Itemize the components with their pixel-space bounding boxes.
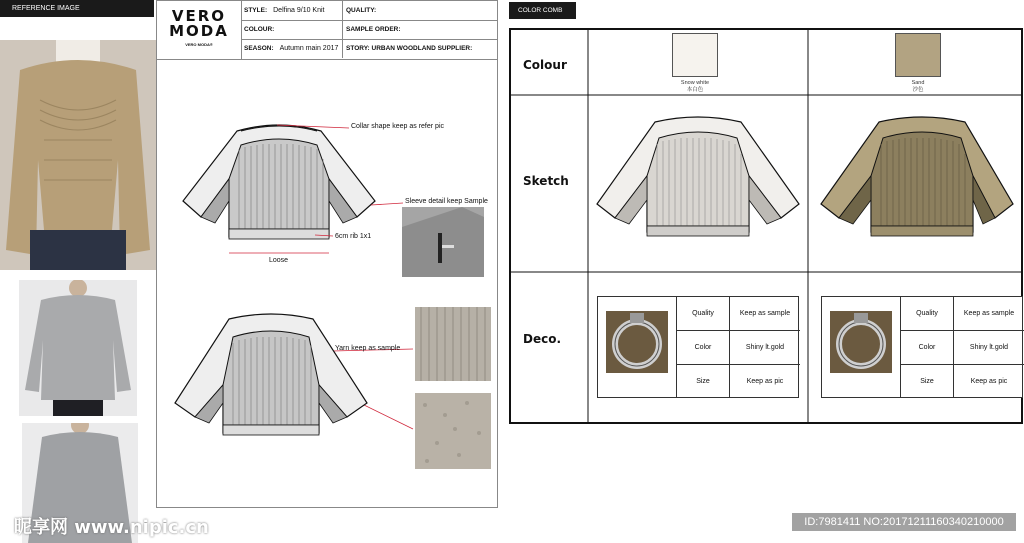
ring-hardware-icon — [830, 311, 892, 373]
vero-moda-logo — [157, 1, 242, 59]
deco-key-color: Color — [901, 331, 954, 365]
header-row-season — [241, 39, 497, 58]
deco-value-size: Keep as pic — [730, 365, 801, 399]
row-label-colour: Colour — [523, 58, 567, 72]
deco-value-color: Shiny lt.gold — [954, 331, 1024, 365]
sleeve-detail-photo — [402, 207, 484, 277]
row-label-deco: Deco. — [523, 332, 562, 346]
quality-label: QUALITY: — [346, 7, 377, 14]
season-value: Autumn main 2017 — [279, 45, 339, 52]
colour-label: COLOUR: — [244, 26, 275, 33]
deco-table-sand — [821, 296, 1023, 398]
deco-value-color: Shiny lt.gold — [730, 331, 801, 365]
reference-photo-sand-sweater — [0, 40, 156, 270]
swatch-snow-white — [672, 33, 718, 77]
deco-key-size: Size — [677, 365, 730, 399]
color-comb-grid — [509, 28, 1023, 424]
style-label: STYLE: — [244, 7, 268, 14]
story-label: STORY: URBAN WOODLAND SUPPLIER: — [346, 45, 473, 52]
yarn-swatch-2 — [415, 393, 491, 469]
sample-order-label: SAMPLE ORDER: — [346, 26, 401, 33]
watermark: 昵享网 www.nipic.cn — [14, 517, 209, 538]
deco-value-size: Keep as pic — [954, 365, 1024, 399]
annotation-loose: Loose — [269, 257, 289, 264]
yarn-swatch-1 — [415, 307, 491, 381]
color-comb-tag: COLOR COMB — [509, 2, 576, 19]
header-row-style — [241, 1, 497, 21]
footer-id: ID:7981411 NO:20171211160340210000 — [792, 513, 1016, 531]
style-value: Delfina 9/10 Knit — [273, 7, 325, 14]
deco-key-color: Color — [677, 331, 730, 365]
tech-spec-sheet — [156, 0, 498, 508]
sweater-sketch-back — [171, 313, 371, 443]
deco-table-snow-white — [597, 296, 799, 398]
row-label-sketch: Sketch — [523, 174, 569, 188]
season-label: SEASON: — [244, 45, 274, 52]
sheet-header — [157, 1, 497, 60]
sketch-snow-white — [593, 114, 803, 242]
deco-key-size: Size — [901, 365, 954, 399]
swatch-label-snow-white: Snow white 本白色 — [680, 80, 710, 93]
reference-photo-grey-sweater-1 — [19, 280, 137, 416]
ring-hardware-icon — [606, 311, 668, 373]
sketch-sand — [817, 114, 1024, 242]
deco-key-quality: Quality — [901, 297, 954, 331]
annotation-collar: Collar shape keep as refer pic — [351, 123, 444, 130]
deco-key-quality: Quality — [677, 297, 730, 331]
header-row-colour — [241, 20, 497, 40]
annotation-rib: 6cm rib 1x1 — [335, 233, 372, 240]
logo-line-1: VERO — [171, 7, 227, 25]
annotation-sleeve: Sleeve detail keep Sample — [405, 198, 488, 205]
logo-line-2: MODA — [169, 22, 229, 40]
logo-line-3: VERO MODA® — [185, 42, 213, 47]
deco-value-quality: Keep as sample — [730, 297, 801, 331]
deco-value-quality: Keep as sample — [954, 297, 1024, 331]
swatch-label-sand: Sand 沙色 — [911, 80, 925, 93]
swatch-sand — [895, 33, 941, 77]
reference-image-tag: REFERENCE IMAGE — [0, 0, 154, 17]
annotation-yarn: Yarn keep as sample — [335, 345, 401, 352]
